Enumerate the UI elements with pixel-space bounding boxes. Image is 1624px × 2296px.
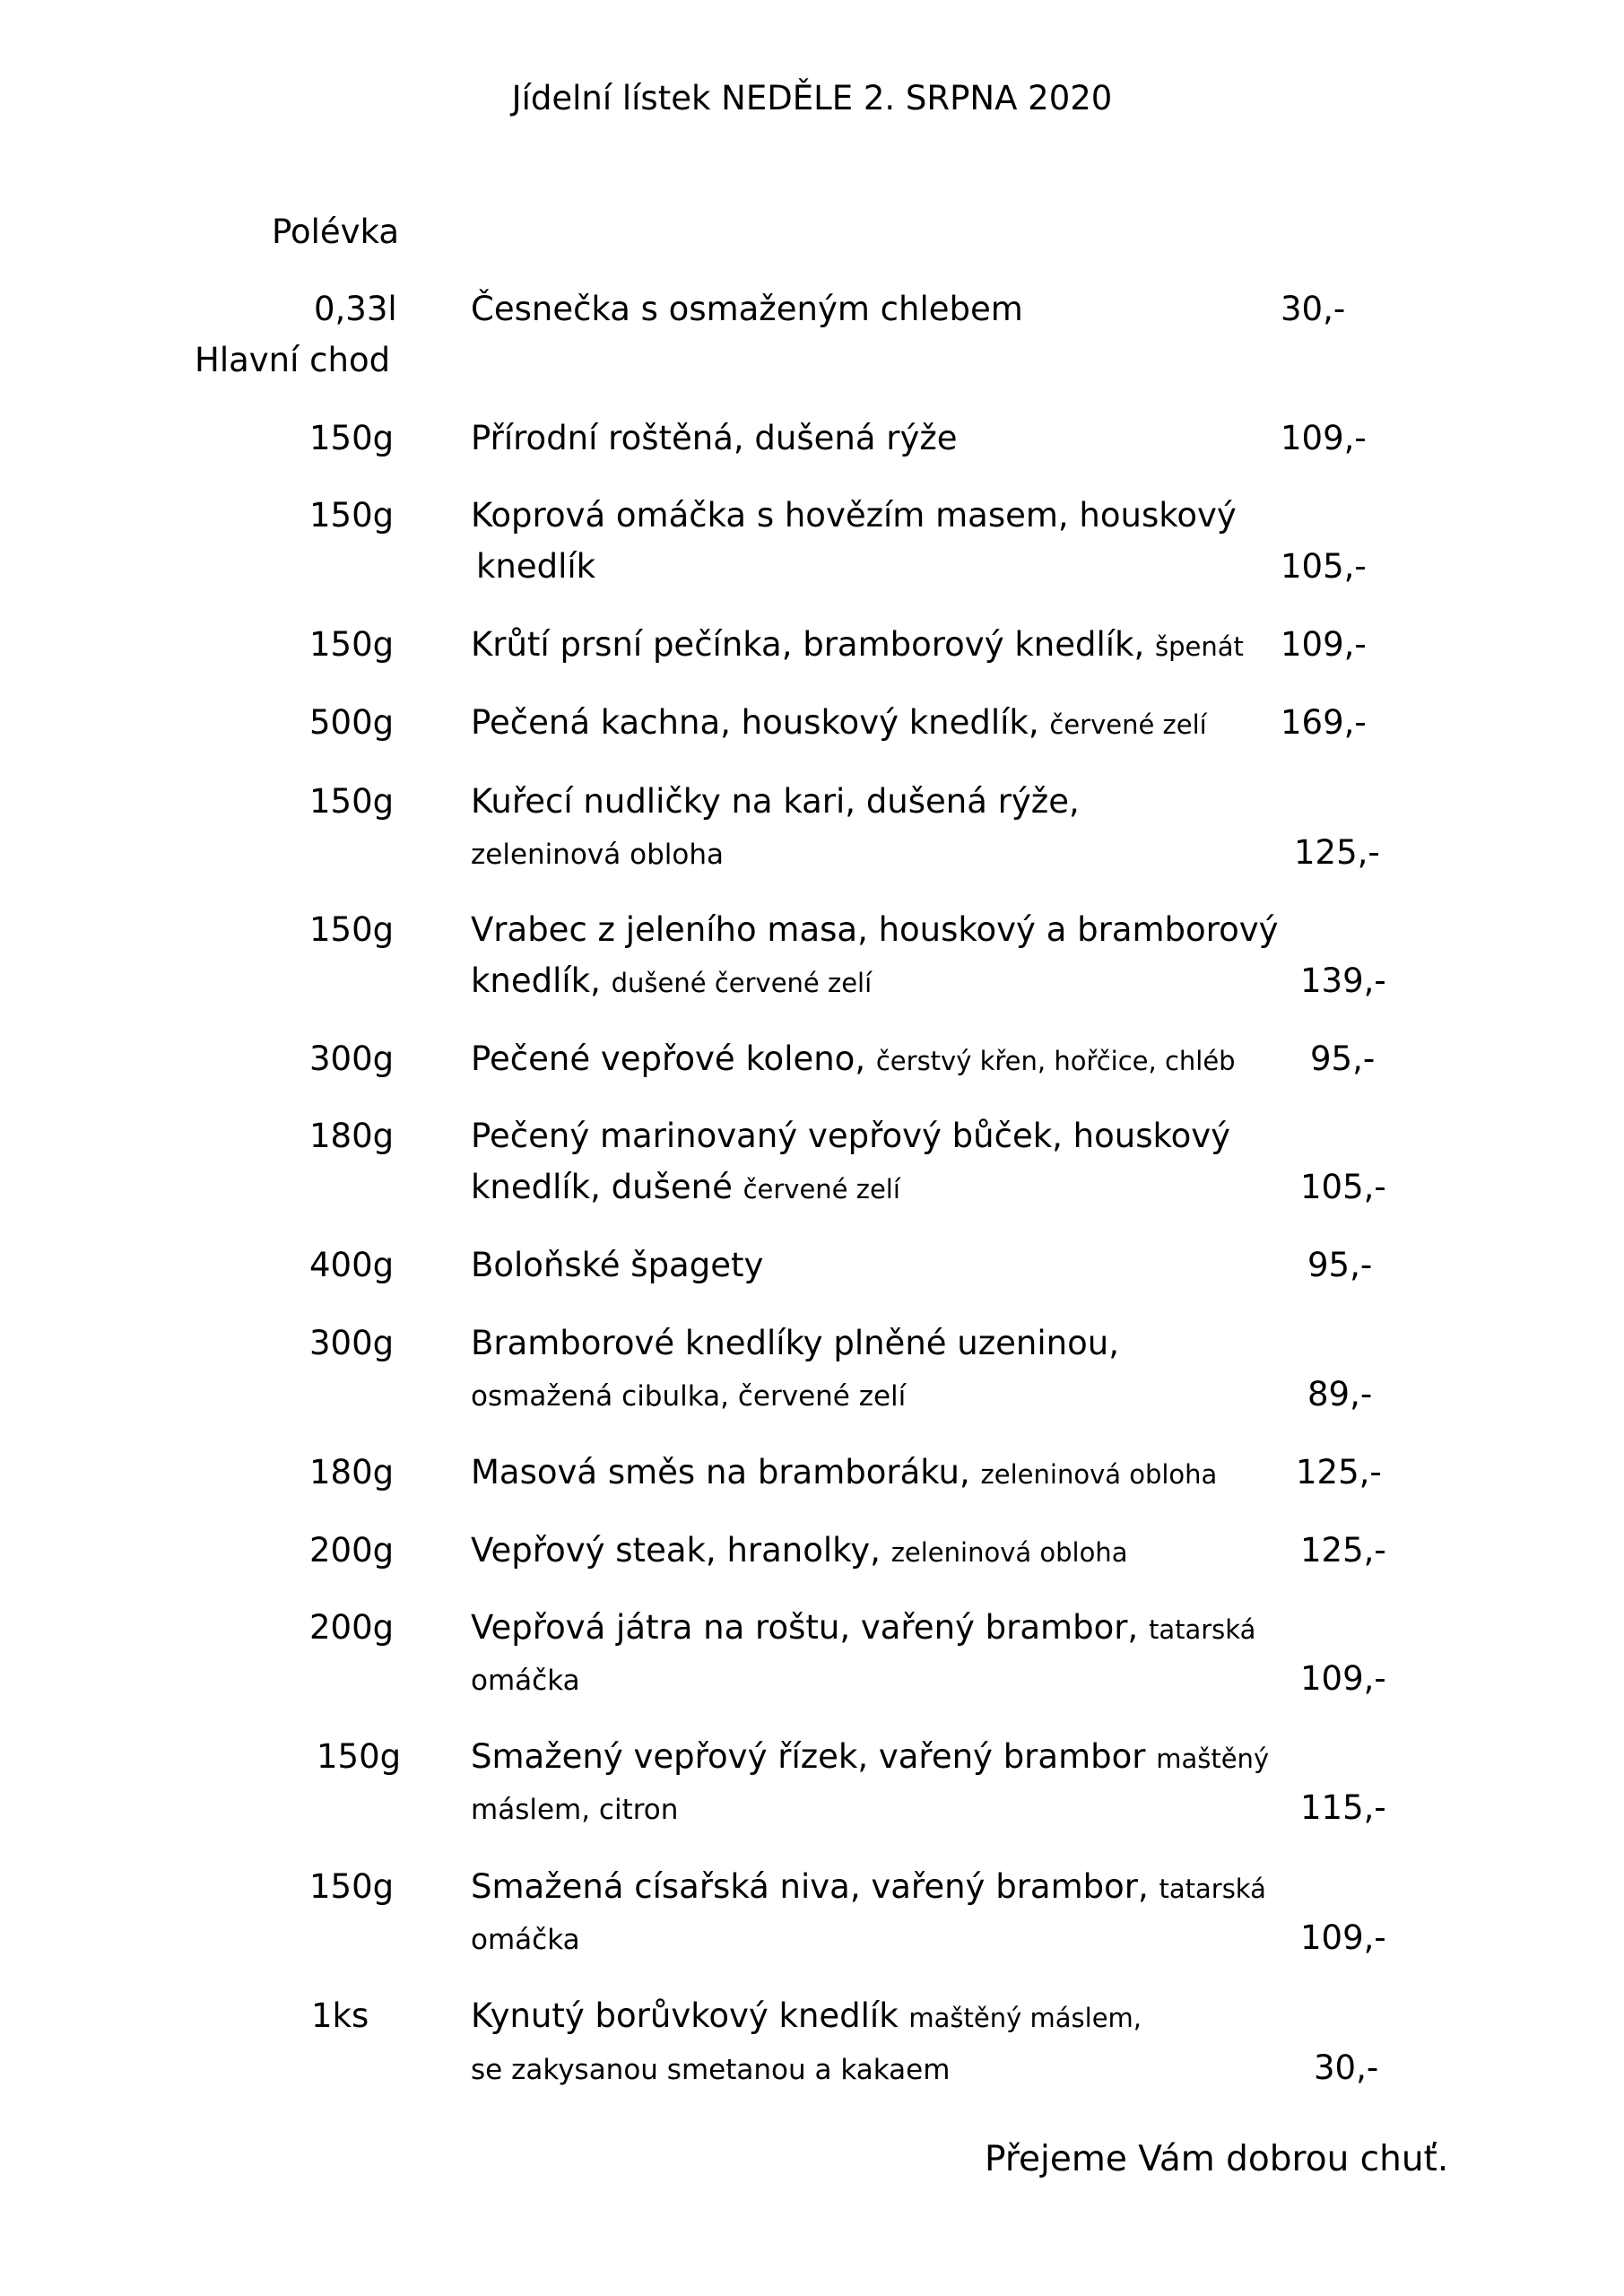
item-name: Přírodní roštěná, dušená rýže [471, 419, 958, 457]
item-side: osmažená cibulka, červené zelí [471, 1380, 907, 1413]
item-qty: 180g [309, 1453, 395, 1492]
item-qty: 1ks [311, 1996, 369, 2035]
item-qty: 180g [309, 1117, 395, 1155]
item-price: 109,- [1300, 1659, 1386, 1698]
item-price: 109,- [1300, 1918, 1386, 1957]
item-price: 105,- [1281, 547, 1367, 586]
item-qty: 150g [309, 782, 395, 821]
item-name: Boloňské špagety [471, 1246, 764, 1284]
item-side: se zakysanou smetanou a kakaem [471, 2054, 951, 2086]
item-side: zeleninová obloha [980, 1459, 1218, 1490]
item-price: 95,- [1310, 1039, 1376, 1078]
item-price: 125,- [1300, 1531, 1386, 1570]
item-side: tatarská [1148, 1614, 1256, 1645]
item-price: 89,- [1307, 1375, 1373, 1413]
item-price: 115,- [1300, 1788, 1386, 1827]
item-price: 109,- [1281, 419, 1367, 457]
item-side: čerstvý křen, hořčice, chléb [875, 1046, 1236, 1076]
item-name: Krůtí prsní pečínka, bramborový knedlík, špenát [471, 625, 1244, 664]
item-name: Pečené vepřové koleno, čerstvý křen, hořčice, chléb [471, 1039, 1236, 1078]
item-price: 125,- [1294, 833, 1380, 872]
item-side: červené zelí [743, 1174, 900, 1205]
item-qty: 150g [309, 625, 395, 664]
item-price: 139,- [1300, 961, 1386, 1000]
item-price: 109,- [1281, 625, 1367, 664]
item-name: Vepřová játra na roštu, vařený brambor, tatarská [471, 1608, 1256, 1647]
item-side: máslem, citron [471, 1794, 679, 1826]
item-qty: 150g [309, 496, 395, 535]
item-qty: 200g [309, 1531, 395, 1570]
item-name: Koprová omáčka s hovězím masem, houskový [471, 496, 1237, 535]
section-main: Hlavní chod [195, 341, 391, 379]
item-name: Smažená císařská niva, vařený brambor, tatarská [471, 1867, 1266, 1906]
item-qty: 150g [309, 910, 395, 949]
section-soup: Polévka [272, 213, 400, 251]
item-qty: 150g [317, 1737, 402, 1776]
menu-title: Jídelní lístek NEDĚLE 2. SRPNA 2020 [511, 79, 1113, 117]
item-side: omáčka [471, 1924, 580, 1956]
item-name: Vepřový steak, hranolky, zeleninová obloha [471, 1531, 1128, 1570]
item-price: 30,- [1281, 290, 1346, 328]
item-qty: 200g [309, 1608, 395, 1647]
item-name-cont: knedlík [476, 547, 596, 586]
item-qty: 400g [309, 1246, 395, 1284]
item-price: 95,- [1307, 1246, 1373, 1284]
item-price: 105,- [1300, 1168, 1386, 1206]
item-name: Smažený vepřový řízek, vařený brambor maštěný [471, 1737, 1270, 1776]
item-side: červené zelí [1049, 709, 1207, 740]
item-side: špenát [1155, 631, 1244, 662]
item-name: Vrabec z jeleního masa, houskový a bramborový [471, 910, 1279, 949]
item-name-cont: knedlík, dušené červené zelí [471, 1168, 900, 1206]
item-side: zeleninová obloha [890, 1537, 1128, 1568]
item-qty: 0,33l [314, 290, 397, 328]
item-name: Masová směs na bramboráku, zeleninová obloha [471, 1453, 1218, 1492]
item-qty: 300g [309, 1039, 395, 1078]
item-side: omáčka [471, 1665, 580, 1697]
item-name: Bramborové knedlíky plněné uzeninou, [471, 1324, 1119, 1362]
item-qty: 150g [309, 1867, 395, 1906]
item-name-cont: knedlík, dušené červené zelí [471, 961, 873, 1000]
item-side: zeleninová obloha [471, 839, 724, 871]
item-name: Kynutý borůvkový knedlík maštěný máslem, [471, 1996, 1142, 2035]
item-side: maštěný [1156, 1744, 1270, 1774]
item-price: 169,- [1281, 703, 1367, 742]
item-price: 125,- [1296, 1453, 1382, 1492]
item-qty: 500g [309, 703, 395, 742]
item-qty: 150g [309, 419, 395, 457]
footer-note: Přejeme Vám dobrou chuť. [985, 2139, 1449, 2179]
item-qty: 300g [309, 1324, 395, 1362]
item-price: 30,- [1314, 2048, 1379, 2087]
item-side: maštěný máslem, [908, 2003, 1142, 2033]
item-name: Pečený marinovaný vepřový bůček, houskový [471, 1117, 1231, 1155]
item-name: Česnečka s osmaženým chlebem [471, 290, 1023, 328]
item-side: tatarská [1159, 1874, 1266, 1904]
item-side: dušené červené zelí [611, 968, 873, 998]
item-name: Kuřecí nudličky na kari, dušená rýže, [471, 782, 1080, 821]
item-name: Pečená kachna, houskový knedlík, červené zelí [471, 703, 1207, 742]
